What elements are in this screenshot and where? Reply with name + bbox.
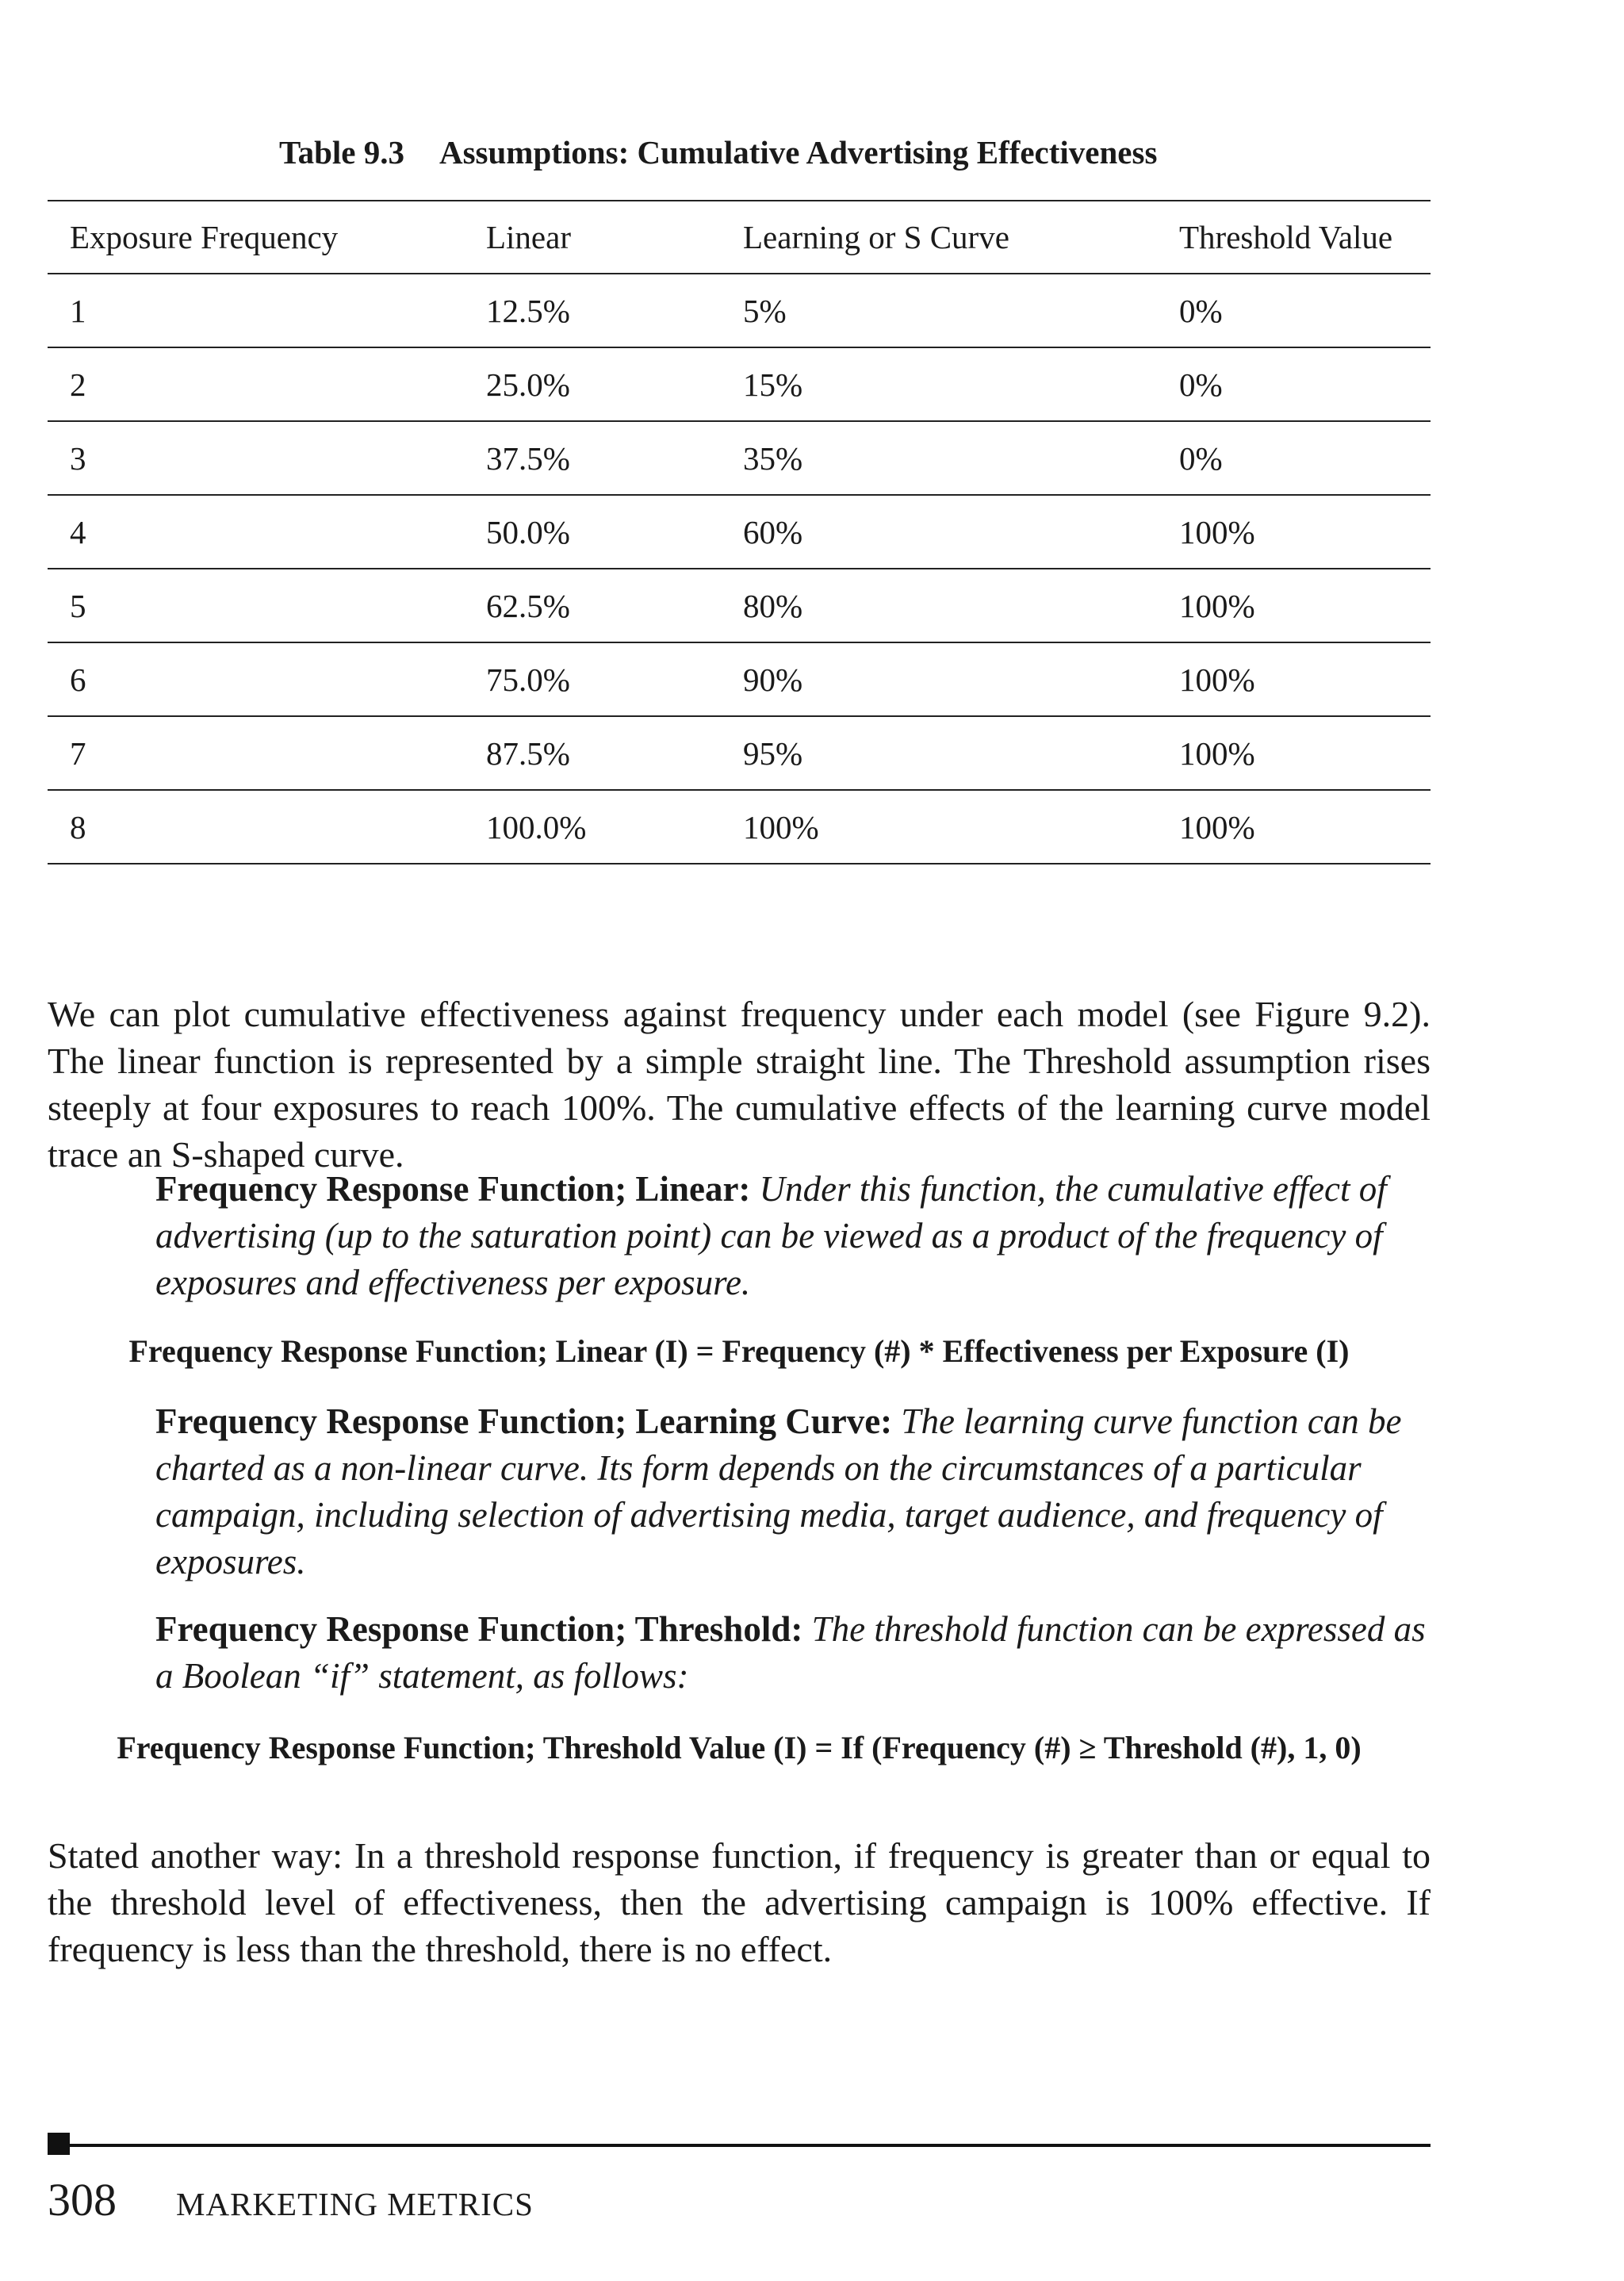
cell-learning: 90%: [721, 642, 1157, 716]
definition-learning-curve: [155, 1398, 1431, 1585]
cell-threshold: 0%: [1157, 421, 1431, 495]
cell-threshold: 0%: [1157, 347, 1431, 421]
cell-threshold: 100%: [1157, 716, 1431, 790]
table-row: [48, 569, 1431, 642]
table-row: [48, 274, 1431, 347]
cell-linear: 37.5%: [464, 421, 721, 495]
table-row: [48, 790, 1431, 864]
footer-rule: [48, 2144, 1431, 2147]
cell-threshold: 100%: [1157, 790, 1431, 864]
table-caption-number: Table 9.3: [279, 134, 404, 171]
cell-threshold: 0%: [1157, 274, 1431, 347]
cell-linear: 100.0%: [464, 790, 721, 864]
cell-frequency: 6: [48, 642, 464, 716]
cell-linear: 50.0%: [464, 495, 721, 569]
cell-frequency: 3: [48, 421, 464, 495]
cell-threshold: 100%: [1157, 642, 1431, 716]
definition-linear: [155, 1166, 1431, 1306]
table-caption: [279, 133, 1157, 171]
definition-text: Under this function, the cumulative effect of advertising (up to the saturation point) can be viewed as a product of the frequency of exposures and effectiveness per exposure.: [155, 1169, 1387, 1302]
closing-paragraph: Stated another way: In a threshold response function, if frequency is greater than or equal to the threshold level of effectiveness, then the advertising campaign is 100% effective. If frequency is less than the threshold, there is no effect.: [48, 1835, 1431, 1969]
definition-threshold: [155, 1606, 1431, 1700]
cell-learning: 80%: [721, 569, 1157, 642]
table-row: [48, 421, 1431, 495]
cell-learning: 35%: [721, 421, 1157, 495]
column-header-linear: Linear: [464, 201, 721, 274]
table-row: [48, 347, 1431, 421]
cell-frequency: 5: [48, 569, 464, 642]
cell-learning: 100%: [721, 790, 1157, 864]
cell-learning: 60%: [721, 495, 1157, 569]
definition-term: Frequency Response Function; Threshold:: [155, 1609, 803, 1649]
table-row: [48, 642, 1431, 716]
page-number: 308: [48, 2174, 117, 2225]
cell-threshold: 100%: [1157, 495, 1431, 569]
cell-frequency: 2: [48, 347, 464, 421]
cell-learning: 95%: [721, 716, 1157, 790]
cell-learning: 5%: [721, 274, 1157, 347]
cell-threshold: 100%: [1157, 569, 1431, 642]
cell-frequency: 7: [48, 716, 464, 790]
effectiveness-table: [48, 200, 1431, 864]
definition-term: Frequency Response Function; Linear:: [155, 1169, 751, 1209]
table-header-row: [48, 201, 1431, 274]
column-header-exposure-frequency: Exposure Frequency: [48, 201, 464, 274]
cell-linear: 62.5%: [464, 569, 721, 642]
definition-text: The threshold function can be expressed as a Boolean “if” statement, as follows:: [155, 1609, 1426, 1696]
column-header-threshold-value: Threshold Value: [1157, 201, 1431, 274]
cell-frequency: 8: [48, 790, 464, 864]
cell-frequency: 4: [48, 495, 464, 569]
definition-text: The learning curve function can be charted as a non-linear curve. Its form depends on the circumstances of a particular campaign, including selection of advertising media, target audience, and frequency of exposures.: [155, 1401, 1402, 1581]
table-row: [48, 716, 1431, 790]
cell-linear: 87.5%: [464, 716, 721, 790]
table-row: [48, 495, 1431, 569]
running-title: MARKETING METRICS: [176, 2186, 534, 2222]
cell-frequency: 1: [48, 274, 464, 347]
cell-linear: 12.5%: [464, 274, 721, 347]
definition-term: Frequency Response Function; Learning Curve:: [155, 1401, 893, 1441]
formula-threshold: Frequency Response Function; Threshold Value (I) = If (Frequency (#) ≥ Threshold (#), 1, 0): [117, 1730, 1362, 1765]
table-caption-title: Assumptions: Cumulative Advertising Effectiveness: [439, 134, 1158, 171]
cell-linear: 75.0%: [464, 642, 721, 716]
intro-paragraph: We can plot cumulative effectiveness against frequency under each model (see Figure 9.2). The linear function is represented by a simple straight line. The Threshold assumption rises steeply at four exposures to reach 100%. The cumulative effects of the learning curve model trace an S-shaped curve.: [48, 994, 1431, 1175]
formula-linear: Frequency Response Function; Linear (I) = Frequency (#) * Effectiveness per Exposure (I): [128, 1333, 1350, 1369]
cell-linear: 25.0%: [464, 347, 721, 421]
column-header-learning-curve: Learning or S Curve: [721, 201, 1157, 274]
cell-learning: 15%: [721, 347, 1157, 421]
